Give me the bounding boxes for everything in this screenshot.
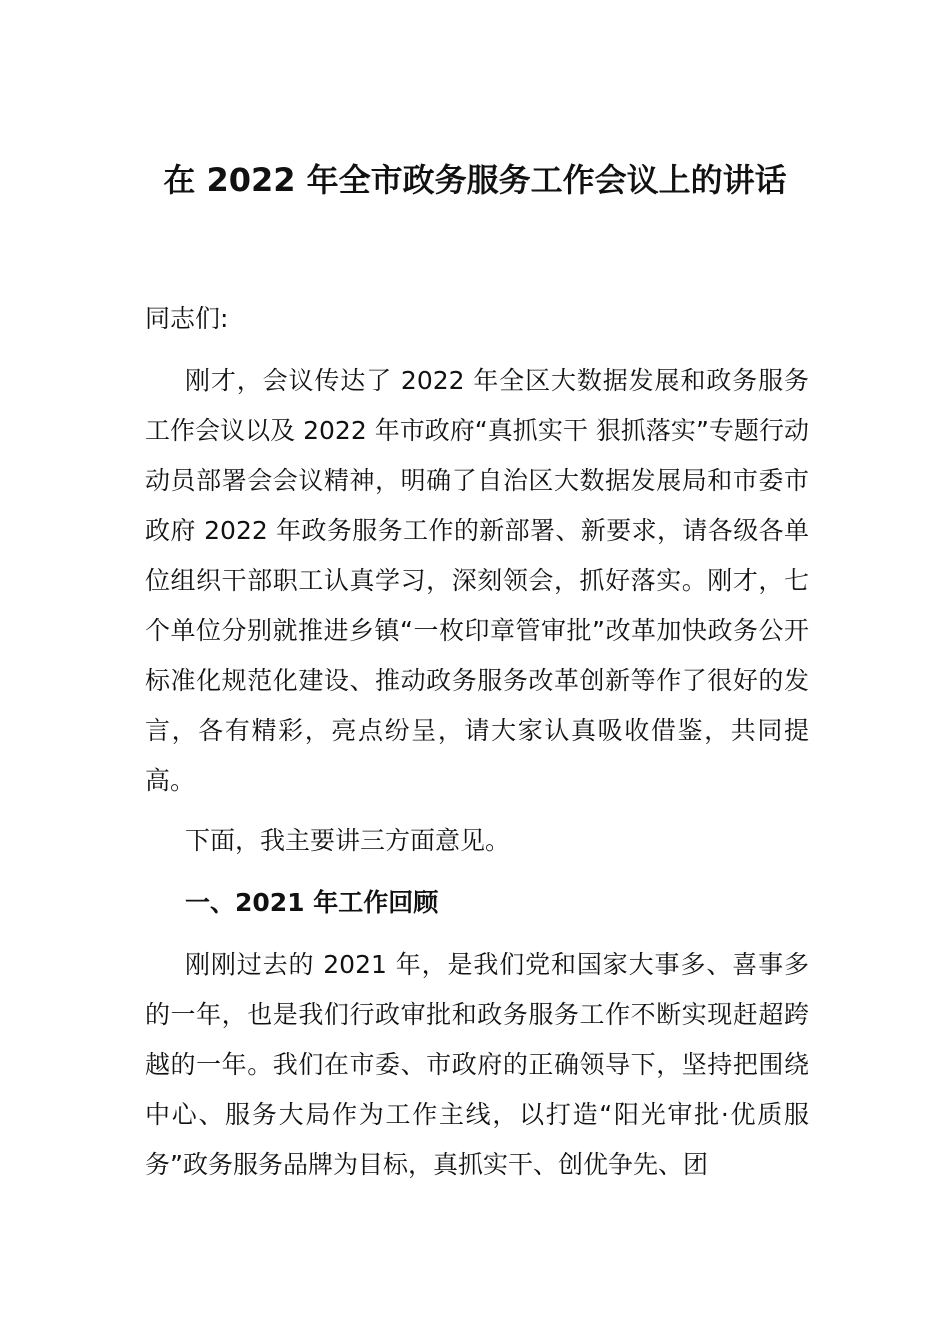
section-heading: 一、2021 年工作回顾 [185,888,439,917]
section-paragraph: 刚刚过去的 2021 年，是我们党和国家大事多、喜事多的一年，也是我们行政审批和政务服务工作不断实现赶超跨越的一年。我们在市委、市政府的正确领导下，坚持把围绕中心、服务大局作为工作主线，以打造“阳光审批·优质服务”政务服务品牌为目标，真抓实干、创优争先、团 [145,950,809,1179]
paragraph-2: 下面，我主要讲三方面意见。 [185,826,511,855]
document-title: 在 2022 年全市政务服务工作会议上的讲话 [163,161,787,199]
paragraph-1: 刚才，会议传达了 2022 年全区大数据发展和政务服务工作会议以及 2022 年市政府“真抓实干 狠抓落实”专题行动动员部署会会议精神，明确了自治区大数据发展局和市委市政府 2022 年政务服务工作的新部署、新要求，请各级各单位组织干部职工认真学习，深刻领会，抓好落实。刚才，七个单位分别就推进乡镇“一枚印章管审批”改革加快政务公开标准化规范化建设、推动政务服务改革创新等作了很好的发言，各有精彩，亮点纷呈，请大家认真吸收借鉴，共同提高。 [145,366,809,795]
salutation: 同志们: [145,304,229,333]
